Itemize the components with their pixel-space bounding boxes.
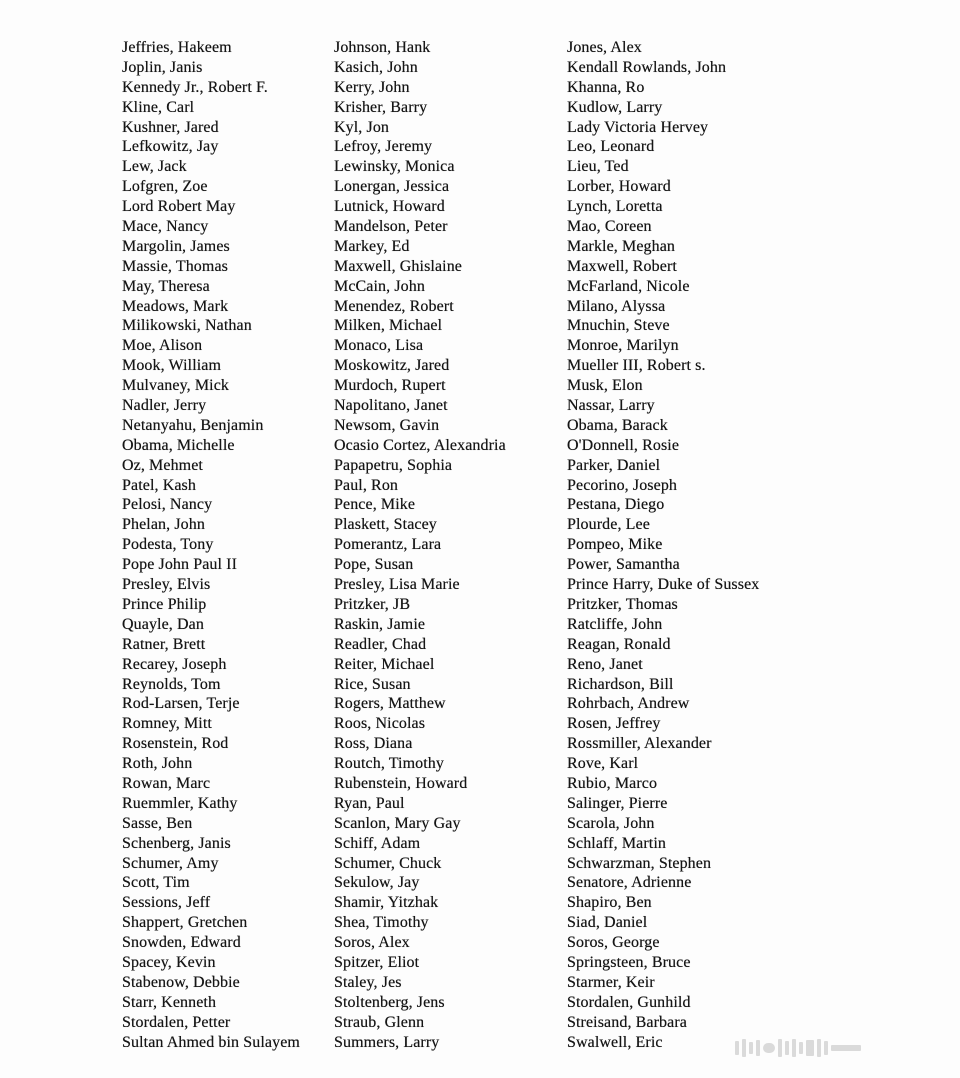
name-entry: Milikowski, Nathan bbox=[122, 317, 252, 335]
name-entry: Rohrbach, Andrew bbox=[567, 695, 690, 713]
name-entry: McFarland, Nicole bbox=[567, 277, 690, 295]
name-entry: Pompeo, Mike bbox=[567, 536, 663, 554]
name-entry: Presley, Lisa Marie bbox=[334, 576, 460, 594]
name-entry: Rice, Susan bbox=[334, 675, 411, 693]
name-entry: Senatore, Adrienne bbox=[567, 874, 692, 892]
name-entry: Staley, Jes bbox=[334, 973, 402, 991]
name-entry: Starmer, Keir bbox=[567, 973, 655, 991]
name-entry: Lord Robert May bbox=[122, 198, 236, 216]
name-entry: Obama, Barack bbox=[567, 416, 668, 434]
name-entry: Readler, Chad bbox=[334, 635, 427, 653]
name-entry: Johnson, Hank bbox=[334, 39, 431, 56]
name-entry: Lieu, Ted bbox=[567, 158, 629, 176]
name-entry: Rowan, Marc bbox=[122, 774, 211, 792]
name-entry: Power, Samantha bbox=[567, 556, 680, 574]
name-entry: Kerry, John bbox=[334, 78, 410, 96]
name-entry: Schiff, Adam bbox=[334, 834, 421, 852]
name-entry: Summers, Larry bbox=[334, 1033, 440, 1051]
name-entry: Menendez, Robert bbox=[334, 297, 454, 315]
name-entry: Rosen, Jeffrey bbox=[567, 715, 661, 733]
name-entry: Parker, Daniel bbox=[567, 456, 661, 474]
name-entry: Kendall Rowlands, John bbox=[567, 58, 727, 76]
name-entry: Raskin, Jamie bbox=[334, 615, 426, 633]
name-entry: Rosenstein, Rod bbox=[122, 735, 229, 753]
name-entry: Sasse, Ben bbox=[122, 814, 193, 832]
name-entry: Streisand, Barbara bbox=[567, 1013, 687, 1031]
name-entry: O'Donnell, Rosie bbox=[567, 436, 680, 454]
name-entry: Pritzker, JB bbox=[334, 595, 411, 613]
name-entry: Patel, Kash bbox=[122, 476, 196, 494]
name-entry: Leo, Leonard bbox=[567, 138, 655, 156]
name-entry: Paul, Ron bbox=[334, 476, 399, 494]
name-entry: Richardson, Bill bbox=[567, 675, 674, 693]
name-entry: Markle, Meghan bbox=[567, 237, 676, 255]
name-entry: Sekulow, Jay bbox=[334, 874, 420, 892]
name-entry: Stabenow, Debbie bbox=[122, 973, 240, 991]
name-entry: Rove, Karl bbox=[567, 755, 639, 773]
name-entry: Margolin, James bbox=[122, 237, 230, 255]
name-entry: Mnuchin, Steve bbox=[567, 317, 670, 335]
name-entry: Papapetru, Sophia bbox=[334, 456, 453, 474]
name-entry: Mace, Nancy bbox=[122, 218, 209, 236]
name-entry: Spitzer, Eliot bbox=[334, 953, 420, 971]
name-entry: Ocasio Cortez, Alexandria bbox=[334, 436, 506, 454]
name-entry: Scanlon, Mary Gay bbox=[334, 814, 461, 832]
name-entry: Pritzker, Thomas bbox=[567, 595, 678, 613]
name-entry: Lew, Jack bbox=[122, 158, 187, 176]
name-entry: Prince Philip bbox=[122, 595, 207, 613]
name-entry: Rossmiller, Alexander bbox=[567, 735, 712, 753]
name-entry: Shappert, Gretchen bbox=[122, 914, 248, 932]
name-entry: Lady Victoria Hervey bbox=[567, 118, 709, 136]
name-entry: Pope John Paul II bbox=[122, 556, 238, 574]
name-entry: Shapiro, Ben bbox=[567, 894, 652, 912]
name-entry: Monaco, Lisa bbox=[334, 337, 424, 355]
name-column-2 bbox=[334, 38, 559, 1052]
name-entry: Roos, Nicolas bbox=[334, 715, 426, 733]
name-entry: Snowden, Edward bbox=[122, 934, 241, 952]
name-entry: Massie, Thomas bbox=[122, 257, 228, 275]
name-entry: Ratcliffe, John bbox=[567, 615, 663, 633]
name-entry: Nadler, Jerry bbox=[122, 397, 207, 415]
name-entry: Soros, George bbox=[567, 934, 660, 952]
name-entry: Obama, Michelle bbox=[122, 436, 235, 454]
name-entry: Milken, Michael bbox=[334, 317, 443, 335]
name-entry: Podesta, Tony bbox=[122, 536, 214, 554]
name-column-1 bbox=[122, 38, 322, 1052]
name-entry: Prince Harry, Duke of Sussex bbox=[567, 576, 760, 594]
name-entry: Phelan, John bbox=[122, 516, 205, 534]
name-entry: Lynch, Loretta bbox=[567, 198, 663, 216]
name-entry: Mulvaney, Mick bbox=[122, 377, 230, 395]
name-entry: Pomerantz, Lara bbox=[334, 536, 442, 554]
name-entry: Rod-Larsen, Terje bbox=[122, 695, 240, 713]
name-entry: Khanna, Ro bbox=[567, 78, 645, 96]
name-entry: Romney, Mitt bbox=[122, 715, 212, 733]
name-entry: Oz, Mehmet bbox=[122, 456, 203, 474]
name-entry: Jeffries, Hakeem bbox=[122, 39, 232, 56]
name-entry: Pelosi, Nancy bbox=[122, 496, 213, 514]
name-entry: Lefroy, Jeremy bbox=[334, 138, 433, 156]
name-entry: Starr, Kenneth bbox=[122, 993, 217, 1011]
name-entry: Kennedy Jr., Robert F. bbox=[122, 78, 268, 96]
name-entry: Scarola, John bbox=[567, 814, 655, 832]
name-entry: Napolitano, Janet bbox=[334, 397, 448, 415]
name-entry: Ratner, Brett bbox=[122, 635, 206, 653]
name-entry: Recarey, Joseph bbox=[122, 655, 227, 673]
name-entry: Soros, Alex bbox=[334, 934, 410, 952]
name-entry: Murdoch, Rupert bbox=[334, 377, 446, 395]
name-entry: Stoltenberg, Jens bbox=[334, 993, 445, 1011]
name-entry: Straub, Glenn bbox=[334, 1013, 425, 1031]
name-entry: Schumer, Chuck bbox=[334, 854, 442, 872]
name-entry: Mueller III, Robert s. bbox=[567, 357, 706, 375]
name-entry: Scott, Tim bbox=[122, 874, 190, 892]
name-entry: Reno, Janet bbox=[567, 655, 643, 673]
name-entry: Plaskett, Stacey bbox=[334, 516, 437, 534]
name-entry: Lofgren, Zoe bbox=[122, 178, 208, 196]
name-entry: Schlaff, Martin bbox=[567, 834, 666, 852]
name-entry: Stordalen, Petter bbox=[122, 1013, 231, 1031]
name-entry: McCain, John bbox=[334, 277, 425, 295]
name-entry: Maxwell, Robert bbox=[567, 257, 677, 275]
name-entry: Lewinsky, Monica bbox=[334, 158, 455, 176]
name-entry: Lonergan, Jessica bbox=[334, 178, 450, 196]
name-entry: Kline, Carl bbox=[122, 98, 195, 116]
name-entry: Mook, William bbox=[122, 357, 222, 375]
name-entry: Rubio, Marco bbox=[567, 774, 658, 792]
name-entry: Roth, John bbox=[122, 755, 193, 773]
name-entry: Ross, Diana bbox=[334, 735, 413, 753]
name-entry: Netanyahu, Benjamin bbox=[122, 416, 264, 434]
name-entry: Sessions, Jeff bbox=[122, 894, 211, 912]
name-entry: Pope, Susan bbox=[334, 556, 414, 574]
name-entry: Moskowitz, Jared bbox=[334, 357, 450, 375]
name-entry: Pecorino, Joseph bbox=[567, 476, 678, 494]
name-entry: Monroe, Marilyn bbox=[567, 337, 679, 355]
name-entry: Meadows, Mark bbox=[122, 297, 229, 315]
name-entry: Reiter, Michael bbox=[334, 655, 435, 673]
name-entry: Mandelson, Peter bbox=[334, 218, 448, 236]
name-entry: Markey, Ed bbox=[334, 237, 410, 255]
name-entry: Nassar, Larry bbox=[567, 397, 655, 415]
name-entry: Milano, Alyssa bbox=[567, 297, 666, 315]
name-entry: Lutnick, Howard bbox=[334, 198, 445, 216]
name-entry: Schenberg, Janis bbox=[122, 834, 231, 852]
name-entry: Moe, Alison bbox=[122, 337, 203, 355]
name-entry: May, Theresa bbox=[122, 277, 210, 295]
name-entry: Salinger, Pierre bbox=[567, 794, 668, 812]
name-entry: Pence, Mike bbox=[334, 496, 416, 514]
name-entry: Quayle, Dan bbox=[122, 615, 204, 633]
name-entry: Kasich, John bbox=[334, 58, 418, 76]
name-entry: Spacey, Kevin bbox=[122, 953, 216, 971]
name-entry: Lefkowitz, Jay bbox=[122, 138, 219, 156]
name-entry: Rubenstein, Howard bbox=[334, 774, 468, 792]
name-entry: Kyl, Jon bbox=[334, 118, 390, 136]
name-column-3 bbox=[567, 38, 807, 1052]
name-entry: Newsom, Gavin bbox=[334, 416, 440, 434]
name-entry: Presley, Elvis bbox=[122, 576, 211, 594]
name-entry: Shea, Timothy bbox=[334, 914, 429, 932]
name-entry: Kudlow, Larry bbox=[567, 98, 663, 116]
name-entry: Reynolds, Tom bbox=[122, 675, 221, 693]
name-entry: Swalwell, Eric bbox=[567, 1033, 663, 1051]
name-entry: Lorber, Howard bbox=[567, 178, 671, 196]
name-entry: Ruemmler, Kathy bbox=[122, 794, 238, 812]
name-entry: Plourde, Lee bbox=[567, 516, 650, 534]
name-entry: Shamir, Yitzhak bbox=[334, 894, 439, 912]
name-entry: Musk, Elon bbox=[567, 377, 643, 395]
name-entry: Ryan, Paul bbox=[334, 794, 405, 812]
name-entry: Schwarzman, Stephen bbox=[567, 854, 712, 872]
name-entry: Stordalen, Gunhild bbox=[567, 993, 691, 1011]
name-entry: Krisher, Barry bbox=[334, 98, 428, 116]
name-entry: Schumer, Amy bbox=[122, 854, 219, 872]
watermark-logo bbox=[735, 1038, 940, 1058]
name-entry: Sultan Ahmed bin Sulayem bbox=[122, 1033, 300, 1051]
name-entry: Jones, Alex bbox=[567, 39, 642, 56]
name-entry: Kushner, Jared bbox=[122, 118, 219, 136]
name-entry: Mao, Coreen bbox=[567, 218, 652, 236]
name-entry: Maxwell, Ghislaine bbox=[334, 257, 462, 275]
name-entry: Siad, Daniel bbox=[567, 914, 648, 932]
name-entry: Joplin, Janis bbox=[122, 58, 203, 76]
name-entry: Rogers, Matthew bbox=[334, 695, 446, 713]
name-entry: Reagan, Ronald bbox=[567, 635, 671, 653]
name-entry: Routch, Timothy bbox=[334, 755, 444, 773]
name-entry: Pestana, Diego bbox=[567, 496, 665, 514]
name-entry: Springsteen, Bruce bbox=[567, 953, 691, 971]
